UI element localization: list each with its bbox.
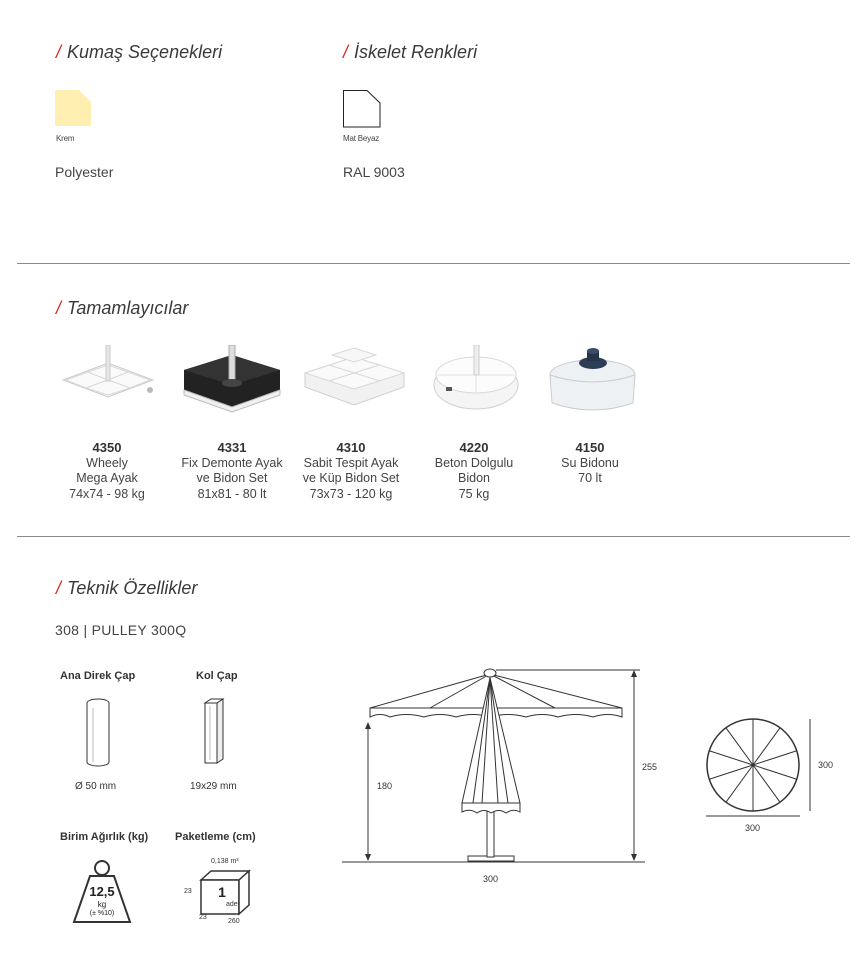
fix-base-image <box>182 345 282 425</box>
top-depth: 300 <box>818 760 834 770</box>
accessory-line: Beton Dolgulu <box>434 455 514 470</box>
accessory-line: Wheely <box>86 455 128 470</box>
weight-value: 12,5 <box>89 884 115 899</box>
accessory-line: Mega Ayak <box>76 471 138 485</box>
accessory-code: 4310 <box>336 440 366 455</box>
frame-swatch <box>343 90 381 133</box>
frame-ral: RAL 9003 <box>343 164 405 180</box>
rib-title: Kol Çap <box>196 670 238 682</box>
accessory-line: Fix Demonte Ayak <box>181 455 283 470</box>
main-pole-value: Ø 50 mm <box>75 781 117 792</box>
top-view-drawing <box>700 710 815 830</box>
package-length: 260 <box>228 918 240 925</box>
accessories-heading: / Tamamlayıcılar <box>56 298 189 318</box>
accessory-line: Sabit Tespit Ayak <box>303 455 399 470</box>
section-divider <box>17 536 850 537</box>
heading-slash: / <box>56 42 62 62</box>
weight-title: Birim Ağırlık (kg) <box>60 831 149 843</box>
accessory-line: Su Bidonu <box>561 455 619 470</box>
accessory-item <box>296 440 406 502</box>
concrete-base-image <box>428 345 528 425</box>
accessory-line: 70 lt <box>578 471 602 485</box>
top-width: 300 <box>745 823 761 833</box>
accessory-code: 4150 <box>575 440 605 455</box>
accessory-line: 73x73 - 120 kg <box>309 486 393 501</box>
rib-value: 19x29 mm <box>190 781 237 792</box>
package-height: 23 <box>184 888 192 895</box>
accessory-line: 81x81 - 80 lt <box>197 486 267 501</box>
accessory-item <box>535 440 645 487</box>
fabric-heading: / Kumaş Seçenekleri <box>56 42 223 62</box>
weight-tolerance: (± %10) <box>89 910 115 917</box>
heading-slash: / <box>343 42 349 62</box>
fabric-swatch <box>55 90 92 132</box>
package-volume: 0,138 m³ <box>211 858 239 865</box>
main-pole-icon <box>85 698 111 773</box>
technical-heading: / Teknik Özellikler <box>56 578 198 598</box>
accessory-code: 4220 <box>459 440 489 455</box>
accessory-code: 4350 <box>92 440 122 455</box>
accessory-line: ve Küp Bidon Set <box>302 471 400 485</box>
frame-swatch-label: Mat Beyaz <box>343 134 379 143</box>
package-count-unit: adet <box>226 901 240 908</box>
heading-slash: / <box>56 578 62 598</box>
fixed-base-image <box>302 345 402 425</box>
rib-icon <box>203 698 227 771</box>
accessory-item <box>419 440 529 502</box>
side-view-drawing <box>340 660 650 875</box>
wheely-base-image <box>58 345 158 425</box>
accessory-line: ve Bidon Set <box>196 471 268 485</box>
package-depth: 23 <box>199 914 207 921</box>
accessory-item <box>177 440 287 502</box>
heading-slash: / <box>56 298 62 318</box>
frame-heading: / İskelet Renkleri <box>343 42 478 62</box>
model-name: 308 | PULLEY 300Q <box>55 622 187 638</box>
accessory-line: 75 kg <box>458 486 490 501</box>
fabric-swatch-label: Krem <box>56 134 75 143</box>
fabric-material: Polyester <box>55 164 114 180</box>
water-base-image <box>545 345 645 425</box>
side-width: 300 <box>483 874 499 884</box>
accessory-code: 4331 <box>217 440 247 455</box>
weight-unit: kg <box>97 900 107 909</box>
package-count: 1 <box>218 884 226 900</box>
main-pole-title: Ana Direk Çap <box>60 670 136 682</box>
accessory-line: Bidon <box>458 471 490 485</box>
accessory-item <box>52 440 162 502</box>
side-height-total: 255 <box>642 762 658 772</box>
accessory-line: 74x74 - 98 kg <box>69 486 145 501</box>
section-divider <box>17 263 850 264</box>
packaging-title: Paketleme (cm) <box>175 831 256 843</box>
side-height-open: 180 <box>377 781 393 791</box>
